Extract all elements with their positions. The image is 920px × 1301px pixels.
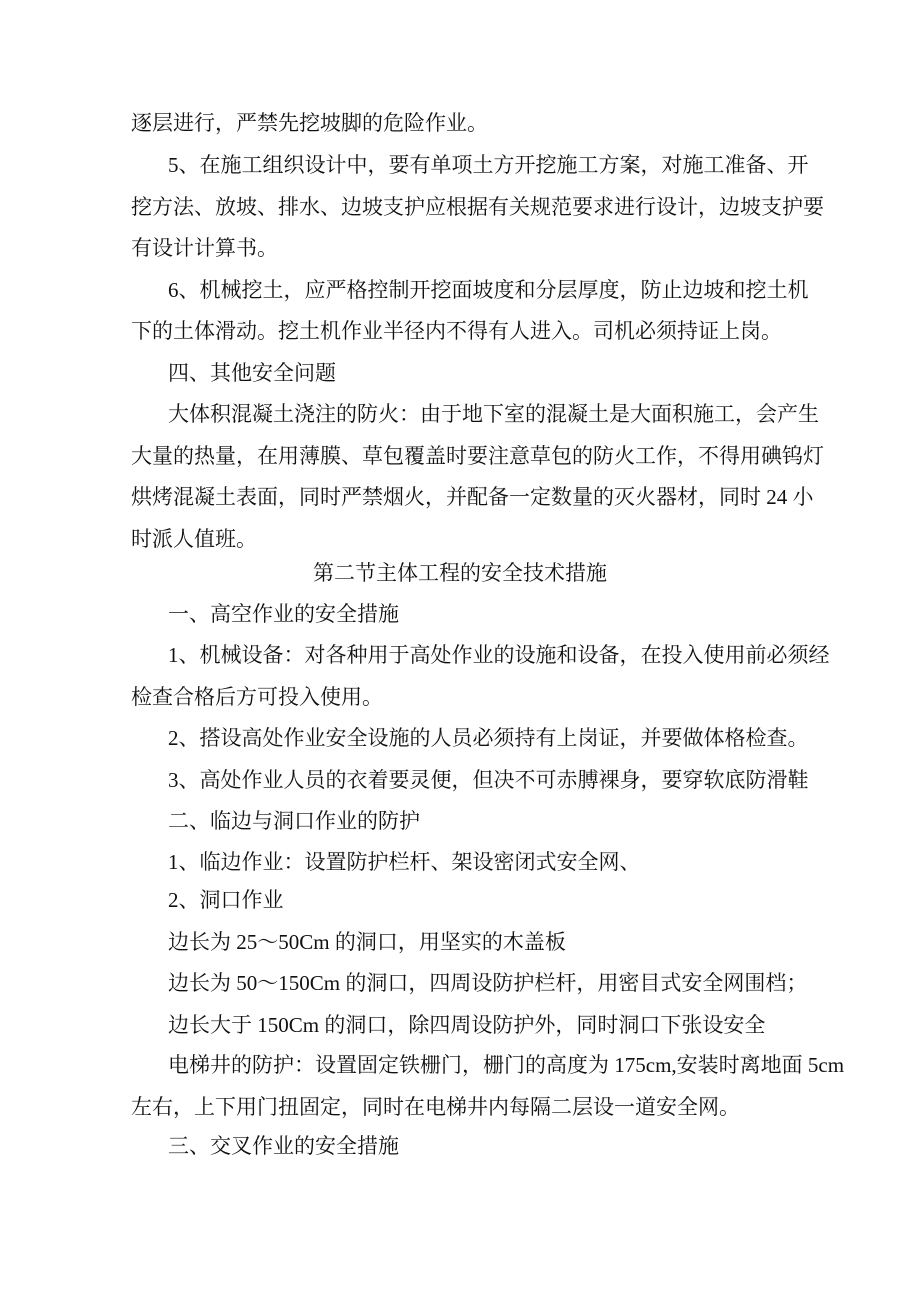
paragraph-line: 3、高处作业人员的衣着要灵便，但决不可赤膊裸身，要穿软底防滑鞋: [168, 768, 809, 792]
paragraph-line: 挖方法、放坡、排水、边坡支护应根据有关规范要求进行设计，边坡支护要: [131, 195, 824, 219]
paragraph-line: 边长为 50～150Cm 的洞口，四周设防护栏杆，用密目式安全网围档；: [168, 971, 808, 995]
paragraph-line: 检查合格后方可投入使用。: [131, 685, 383, 709]
paragraph-line: 5、在施工组织设计中，要有单项土方开挖施工方案，对施工准备、开: [168, 153, 809, 177]
paragraph-line: 1、临边作业：设置防护栏杆、架设密闭式安全网、: [168, 850, 641, 874]
paragraph-line: 逐层进行，严禁先挖坡脚的危险作业。: [131, 111, 488, 135]
section-heading: 二、临边与洞口作业的防护: [168, 809, 420, 833]
paragraph-line: 2、洞口作业: [168, 888, 284, 912]
paragraph-line: 2、搭设高处作业安全设施的人员必须持有上岗证，并要做体格检查。: [168, 726, 809, 750]
paragraph-line: 6、机械挖土，应严格控制开挖面坡度和分层厚度，防止边坡和挖土机: [168, 278, 809, 302]
paragraph-line: 大量的热量，在用薄膜、草包覆盖时要注意草包的防火工作，不得用碘钨灯: [131, 444, 824, 468]
paragraph-line: 烘烤混凝土表面，同时严禁烟火，并配备一定数量的灭火器材，同时 24 小: [131, 485, 814, 509]
paragraph-line: 边长大于 150Cm 的洞口，除四周设防护外，同时洞口下张设安全: [168, 1013, 766, 1037]
chapter-title: 第二节主体工程的安全技术措施: [313, 561, 607, 585]
paragraph-line: 1、机械设备：对各种用于高处作业的设施和设备，在投入使用前必须经: [168, 643, 830, 667]
section-heading: 三、交叉作业的安全措施: [168, 1134, 399, 1158]
section-heading: 一、高空作业的安全措施: [168, 602, 399, 626]
paragraph-line: 时派人值班。: [131, 527, 257, 551]
paragraph-line: 电梯井的防护：设置固定铁栅门，栅门的高度为 175cm,安装时离地面 5cm: [168, 1053, 845, 1077]
paragraph-line: 有设计计算书。: [131, 236, 278, 260]
paragraph-line: 左右，上下用门扭固定，同时在电梯井内每隔二层设一道安全网。: [131, 1095, 740, 1119]
section-heading: 四、其他安全问题: [168, 361, 336, 385]
paragraph-line: 下的土体滑动。挖土机作业半径内不得有人进入。司机必须持证上岗。: [131, 319, 782, 343]
paragraph-line: 边长为 25～50Cm 的洞口，用坚实的木盖板: [168, 930, 566, 954]
paragraph-line: 大体积混凝土浇注的防火：由于地下室的混凝土是大面积施工，会产生: [168, 402, 819, 426]
